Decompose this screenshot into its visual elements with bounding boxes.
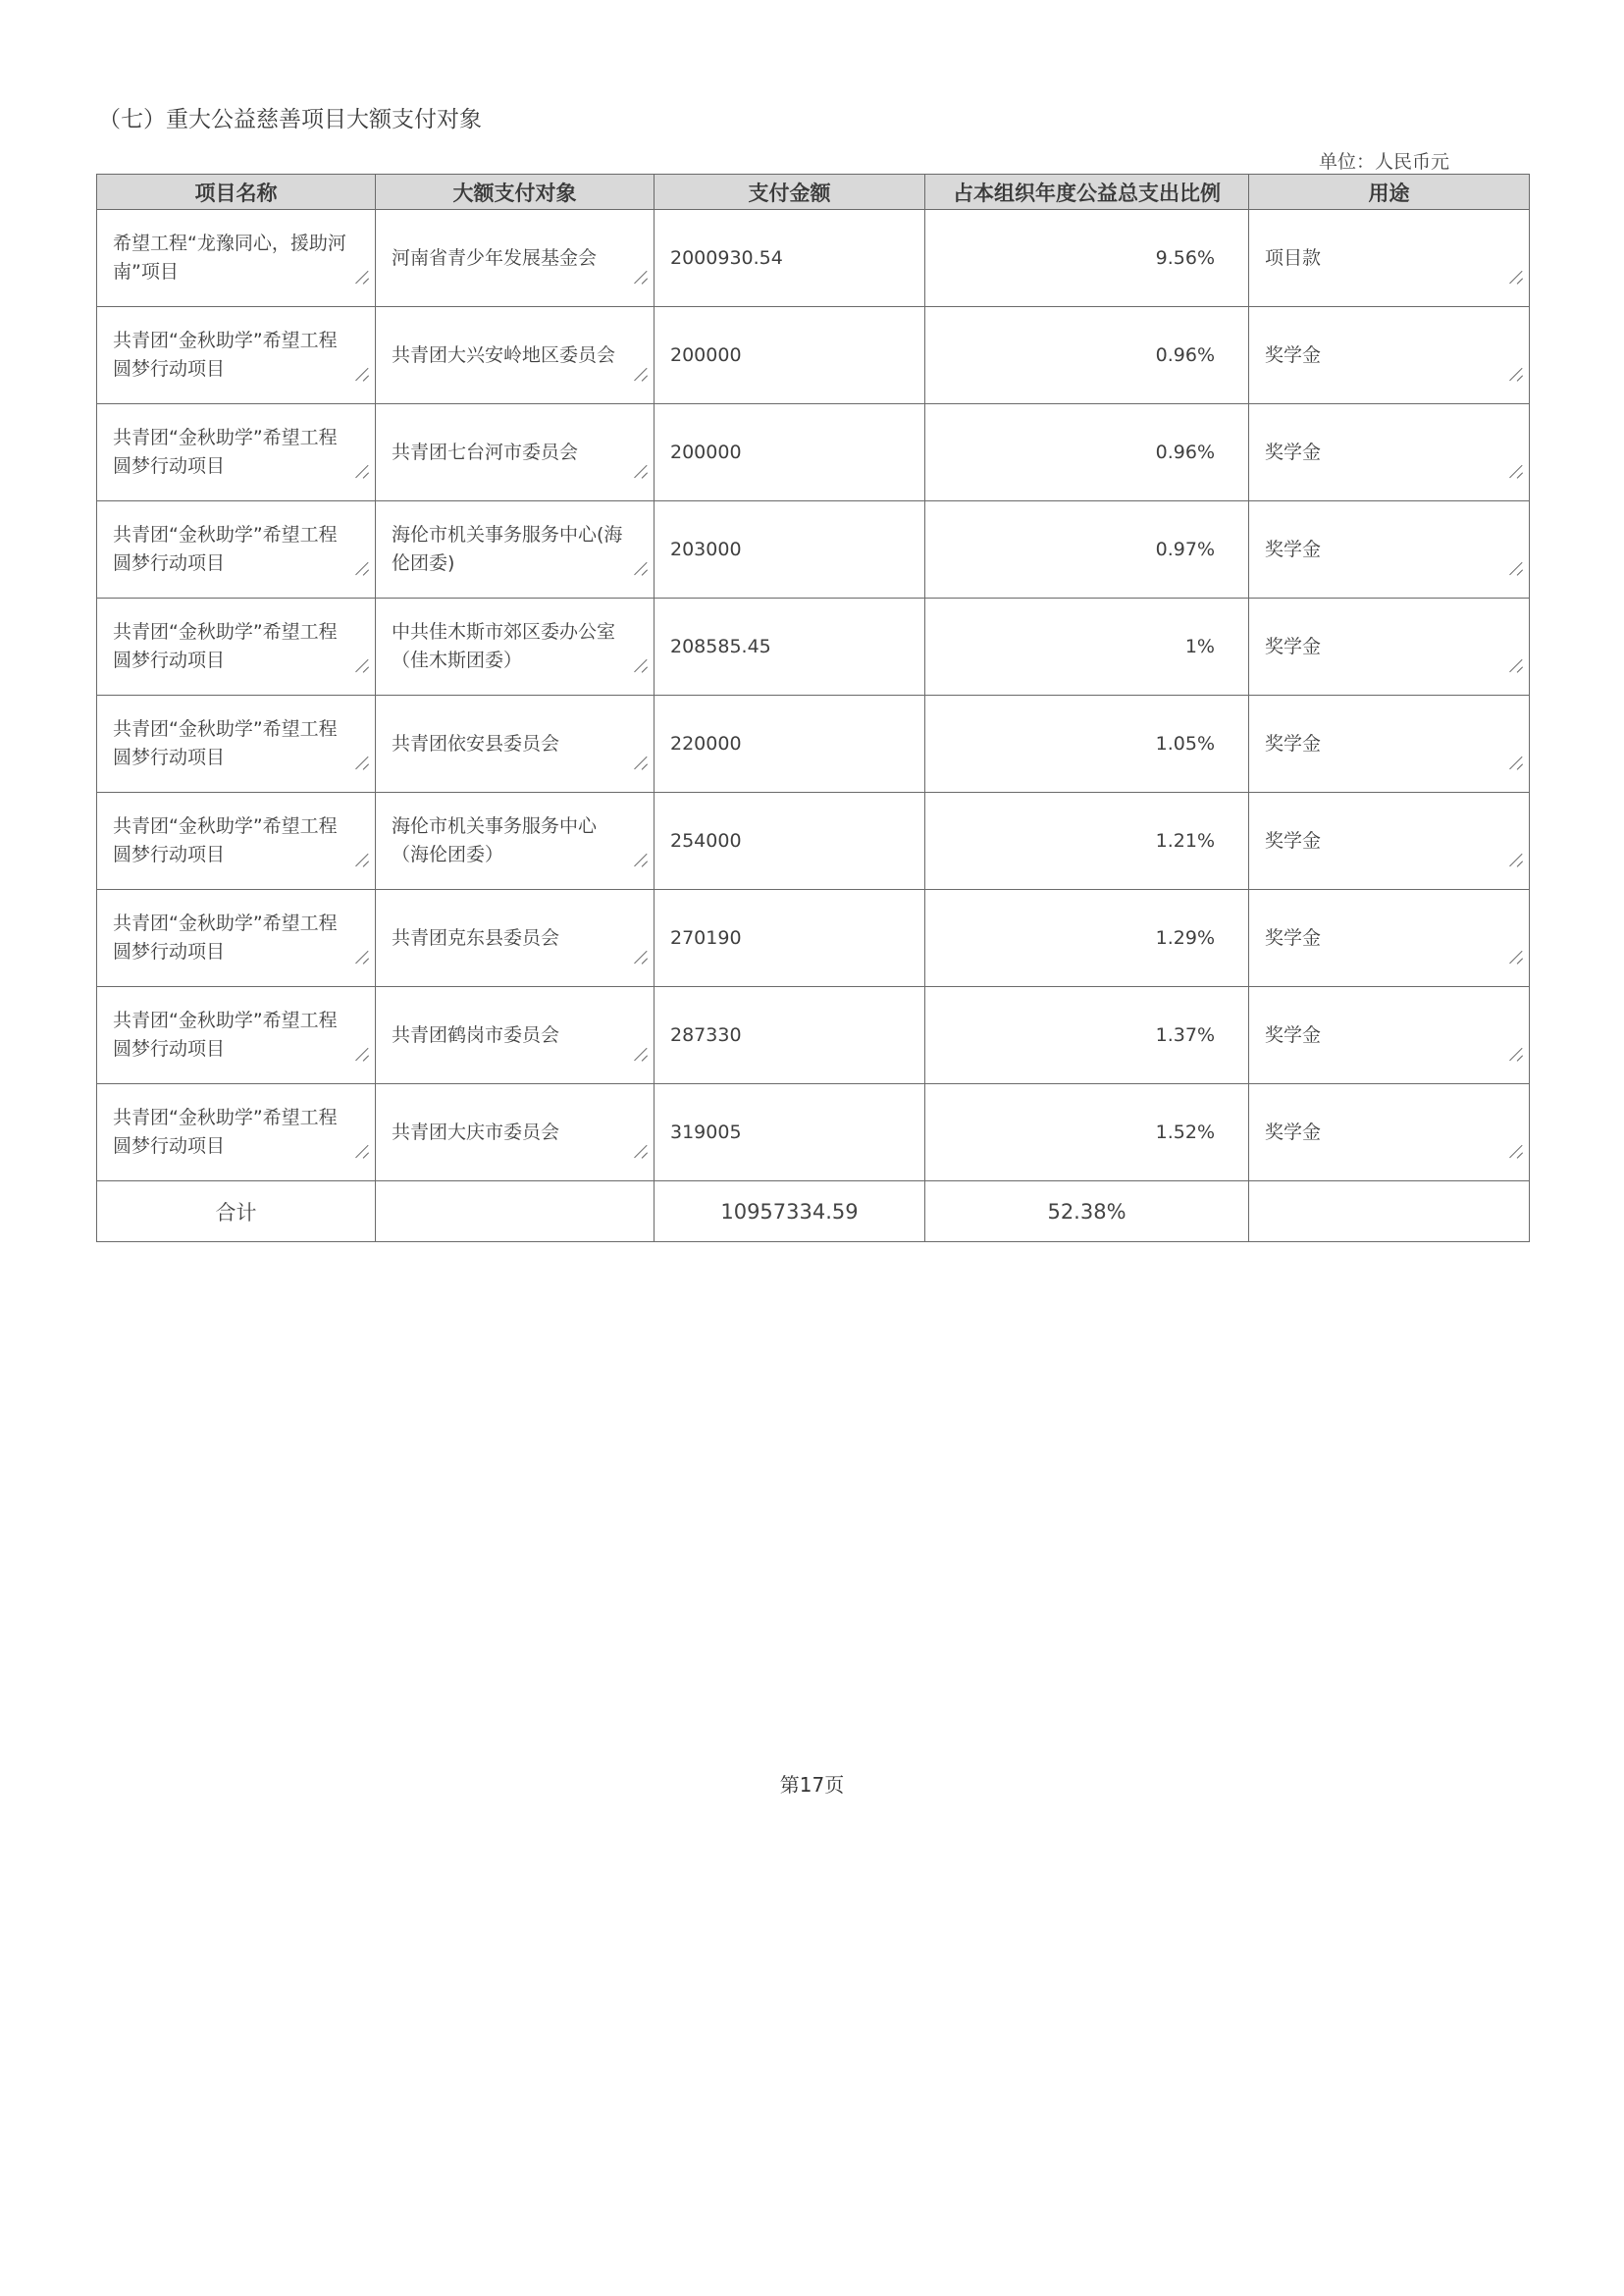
cell-purpose-text: 奖学金 [1265, 732, 1322, 755]
cell-amount [655, 696, 925, 793]
unit-label: 单位：人民币元 [1319, 151, 1450, 173]
cell-ratio [925, 793, 1249, 890]
resize-handle-icon[interactable] [1508, 560, 1524, 576]
cell-payee-text: 共青团七台河市委员会 [392, 441, 579, 463]
cell-purpose-text: 奖学金 [1265, 441, 1322, 463]
cell-purpose-text: 奖学金 [1265, 926, 1322, 949]
resize-handle-icon[interactable] [1508, 1046, 1524, 1062]
cell-amount-text: 270190 [670, 926, 742, 949]
cell-purpose[interactable] [1249, 599, 1530, 696]
cell-payee[interactable] [376, 1084, 655, 1181]
cell-project[interactable] [97, 696, 376, 793]
total-payee-empty [376, 1181, 655, 1242]
cell-payee-text: 共青团依安县委员会 [392, 732, 560, 755]
resize-handle-icon[interactable] [354, 560, 370, 576]
cell-payee-text: 共青团大庆市委员会 [392, 1121, 560, 1143]
cell-ratio [925, 501, 1249, 599]
table-row [97, 696, 1530, 793]
resize-handle-icon[interactable] [633, 1143, 649, 1159]
cell-ratio [925, 210, 1249, 307]
resize-handle-icon[interactable] [633, 560, 649, 576]
cell-purpose[interactable] [1249, 307, 1530, 404]
cell-ratio-text: 0.97% [1155, 538, 1215, 560]
cell-ratio-text: 9.56% [1155, 246, 1215, 269]
total-purpose-empty [1249, 1181, 1530, 1242]
resize-handle-icon[interactable] [633, 657, 649, 673]
resize-handle-icon[interactable] [354, 657, 370, 673]
total-amount: 10957334.59 [655, 1181, 925, 1242]
resize-handle-icon[interactable] [633, 269, 649, 285]
cell-project[interactable] [97, 1084, 376, 1181]
cell-payee[interactable] [376, 501, 655, 599]
cell-payee-text: 共青团克东县委员会 [392, 926, 560, 949]
table-row [97, 1084, 1530, 1181]
cell-project-text: 共青团“金秋助学”希望工程圆梦行动项目 [113, 1010, 338, 1060]
header-purpose: 用途 [1249, 175, 1530, 210]
cell-project[interactable] [97, 890, 376, 987]
resize-handle-icon[interactable] [1508, 949, 1524, 965]
cell-purpose-text: 奖学金 [1265, 1023, 1322, 1046]
cell-purpose-text: 奖学金 [1265, 538, 1322, 560]
resize-handle-icon[interactable] [633, 755, 649, 770]
cell-project-text: 共青团“金秋助学”希望工程圆梦行动项目 [113, 1107, 338, 1157]
cell-amount [655, 1084, 925, 1181]
cell-purpose[interactable] [1249, 1084, 1530, 1181]
cell-project[interactable] [97, 210, 376, 307]
cell-ratio-text: 1.37% [1155, 1023, 1215, 1046]
cell-project-text: 共青团“金秋助学”希望工程圆梦行动项目 [113, 815, 338, 865]
cell-purpose-text: 奖学金 [1265, 1121, 1322, 1143]
cell-payee-text: 中共佳木斯市郊区委办公室（佳木斯团委） [392, 621, 616, 671]
cell-amount-text: 208585.45 [670, 635, 771, 657]
cell-project-text: 希望工程“龙豫同心，援助河南”项目 [113, 233, 346, 283]
cell-payee[interactable] [376, 599, 655, 696]
cell-purpose[interactable] [1249, 501, 1530, 599]
resize-handle-icon[interactable] [354, 755, 370, 770]
cell-ratio [925, 696, 1249, 793]
cell-amount [655, 793, 925, 890]
cell-ratio-text: 1.21% [1155, 829, 1215, 852]
cell-amount-text: 2000930.54 [670, 246, 783, 269]
page-number: 第17页 [779, 1773, 845, 1797]
cell-project-text: 共青团“金秋助学”希望工程圆梦行动项目 [113, 427, 338, 477]
resize-handle-icon[interactable] [633, 1046, 649, 1062]
total-row [97, 1181, 1530, 1242]
cell-ratio-text: 1.29% [1155, 926, 1215, 949]
cell-ratio [925, 987, 1249, 1084]
cell-ratio [925, 404, 1249, 501]
cell-ratio-text: 1% [1184, 635, 1215, 657]
cell-amount-text: 319005 [670, 1121, 742, 1143]
resize-handle-icon[interactable] [633, 366, 649, 382]
header-ratio: 占本组织年度公益总支出比例 [925, 175, 1249, 210]
table-row [97, 890, 1530, 987]
cell-payee-text: 共青团大兴安岭地区委员会 [392, 343, 616, 366]
cell-purpose[interactable] [1249, 404, 1530, 501]
resize-handle-icon[interactable] [1508, 657, 1524, 673]
total-label: 合计 [97, 1181, 376, 1242]
cell-payee[interactable] [376, 404, 655, 501]
table-row [97, 599, 1530, 696]
cell-project[interactable] [97, 987, 376, 1084]
cell-amount-text: 200000 [670, 343, 742, 366]
resize-handle-icon[interactable] [354, 1046, 370, 1062]
cell-payee[interactable] [376, 307, 655, 404]
cell-payee-text: 海伦市机关事务服务中心(海伦团委) [392, 524, 623, 574]
cell-purpose-text: 奖学金 [1265, 829, 1322, 852]
cell-purpose[interactable] [1249, 696, 1530, 793]
header-project: 项目名称 [97, 175, 376, 210]
cell-project[interactable] [97, 404, 376, 501]
resize-handle-icon[interactable] [354, 366, 370, 382]
cell-project-text: 共青团“金秋助学”希望工程圆梦行动项目 [113, 524, 338, 574]
cell-ratio [925, 599, 1249, 696]
total-ratio: 52.38% [925, 1181, 1249, 1242]
cell-amount-text: 200000 [670, 441, 742, 463]
cell-purpose[interactable] [1249, 987, 1530, 1084]
payment-table [96, 174, 1530, 1242]
resize-handle-icon[interactable] [633, 463, 649, 479]
cell-purpose[interactable] [1249, 890, 1530, 987]
resize-handle-icon[interactable] [1508, 852, 1524, 867]
cell-project-text: 共青团“金秋助学”希望工程圆梦行动项目 [113, 330, 338, 380]
cell-payee[interactable] [376, 890, 655, 987]
cell-project[interactable] [97, 501, 376, 599]
cell-payee[interactable] [376, 210, 655, 307]
table-header-row [97, 175, 1530, 210]
cell-amount [655, 987, 925, 1084]
cell-project[interactable] [97, 599, 376, 696]
cell-purpose-text: 奖学金 [1265, 343, 1322, 366]
resize-handle-icon[interactable] [633, 852, 649, 867]
header-amount: 支付金额 [655, 175, 925, 210]
cell-ratio [925, 890, 1249, 987]
cell-ratio-text: 0.96% [1155, 441, 1215, 463]
table-row [97, 987, 1530, 1084]
cell-payee-text: 河南省青少年发展基金会 [392, 246, 598, 269]
section-title: （七）重大公益慈善项目大额支付对象 [98, 107, 482, 132]
resize-handle-icon[interactable] [354, 463, 370, 479]
table-row [97, 210, 1530, 307]
cell-ratio [925, 307, 1249, 404]
cell-purpose[interactable] [1249, 210, 1530, 307]
cell-amount-text: 254000 [670, 829, 742, 852]
resize-handle-icon[interactable] [1508, 366, 1524, 382]
resize-handle-icon[interactable] [354, 269, 370, 285]
cell-ratio [925, 1084, 1249, 1181]
cell-project-text: 共青团“金秋助学”希望工程圆梦行动项目 [113, 621, 338, 671]
cell-purpose[interactable] [1249, 793, 1530, 890]
cell-payee-text: 海伦市机关事务服务中心（海伦团委） [392, 815, 598, 865]
cell-ratio-text: 1.52% [1155, 1121, 1215, 1143]
table-row [97, 793, 1530, 890]
cell-payee[interactable] [376, 696, 655, 793]
table-row [97, 501, 1530, 599]
cell-amount [655, 599, 925, 696]
cell-amount [655, 890, 925, 987]
cell-payee-text: 共青团鹤岗市委员会 [392, 1023, 560, 1046]
table-row [97, 404, 1530, 501]
cell-purpose-text: 奖学金 [1265, 635, 1322, 657]
cell-project-text: 共青团“金秋助学”希望工程圆梦行动项目 [113, 718, 338, 768]
cell-project[interactable] [97, 307, 376, 404]
cell-amount-text: 203000 [670, 538, 742, 560]
resize-handle-icon[interactable] [633, 949, 649, 965]
resize-handle-icon[interactable] [354, 852, 370, 867]
cell-ratio-text: 1.05% [1155, 732, 1215, 755]
resize-handle-icon[interactable] [354, 949, 370, 965]
cell-amount [655, 210, 925, 307]
header-payee: 大额支付对象 [376, 175, 655, 210]
resize-handle-icon[interactable] [1508, 755, 1524, 770]
resize-handle-icon[interactable] [1508, 1143, 1524, 1159]
cell-payee[interactable] [376, 987, 655, 1084]
table-row [97, 307, 1530, 404]
resize-handle-icon[interactable] [354, 1143, 370, 1159]
cell-project[interactable] [97, 793, 376, 890]
cell-amount [655, 307, 925, 404]
cell-project-text: 共青团“金秋助学”希望工程圆梦行动项目 [113, 913, 338, 963]
cell-purpose-text: 项目款 [1265, 246, 1322, 269]
resize-handle-icon[interactable] [1508, 269, 1524, 285]
cell-payee[interactable] [376, 793, 655, 890]
cell-amount-text: 220000 [670, 732, 742, 755]
resize-handle-icon[interactable] [1508, 463, 1524, 479]
cell-amount [655, 404, 925, 501]
cell-ratio-text: 0.96% [1155, 343, 1215, 366]
cell-amount [655, 501, 925, 599]
cell-amount-text: 287330 [670, 1023, 742, 1046]
